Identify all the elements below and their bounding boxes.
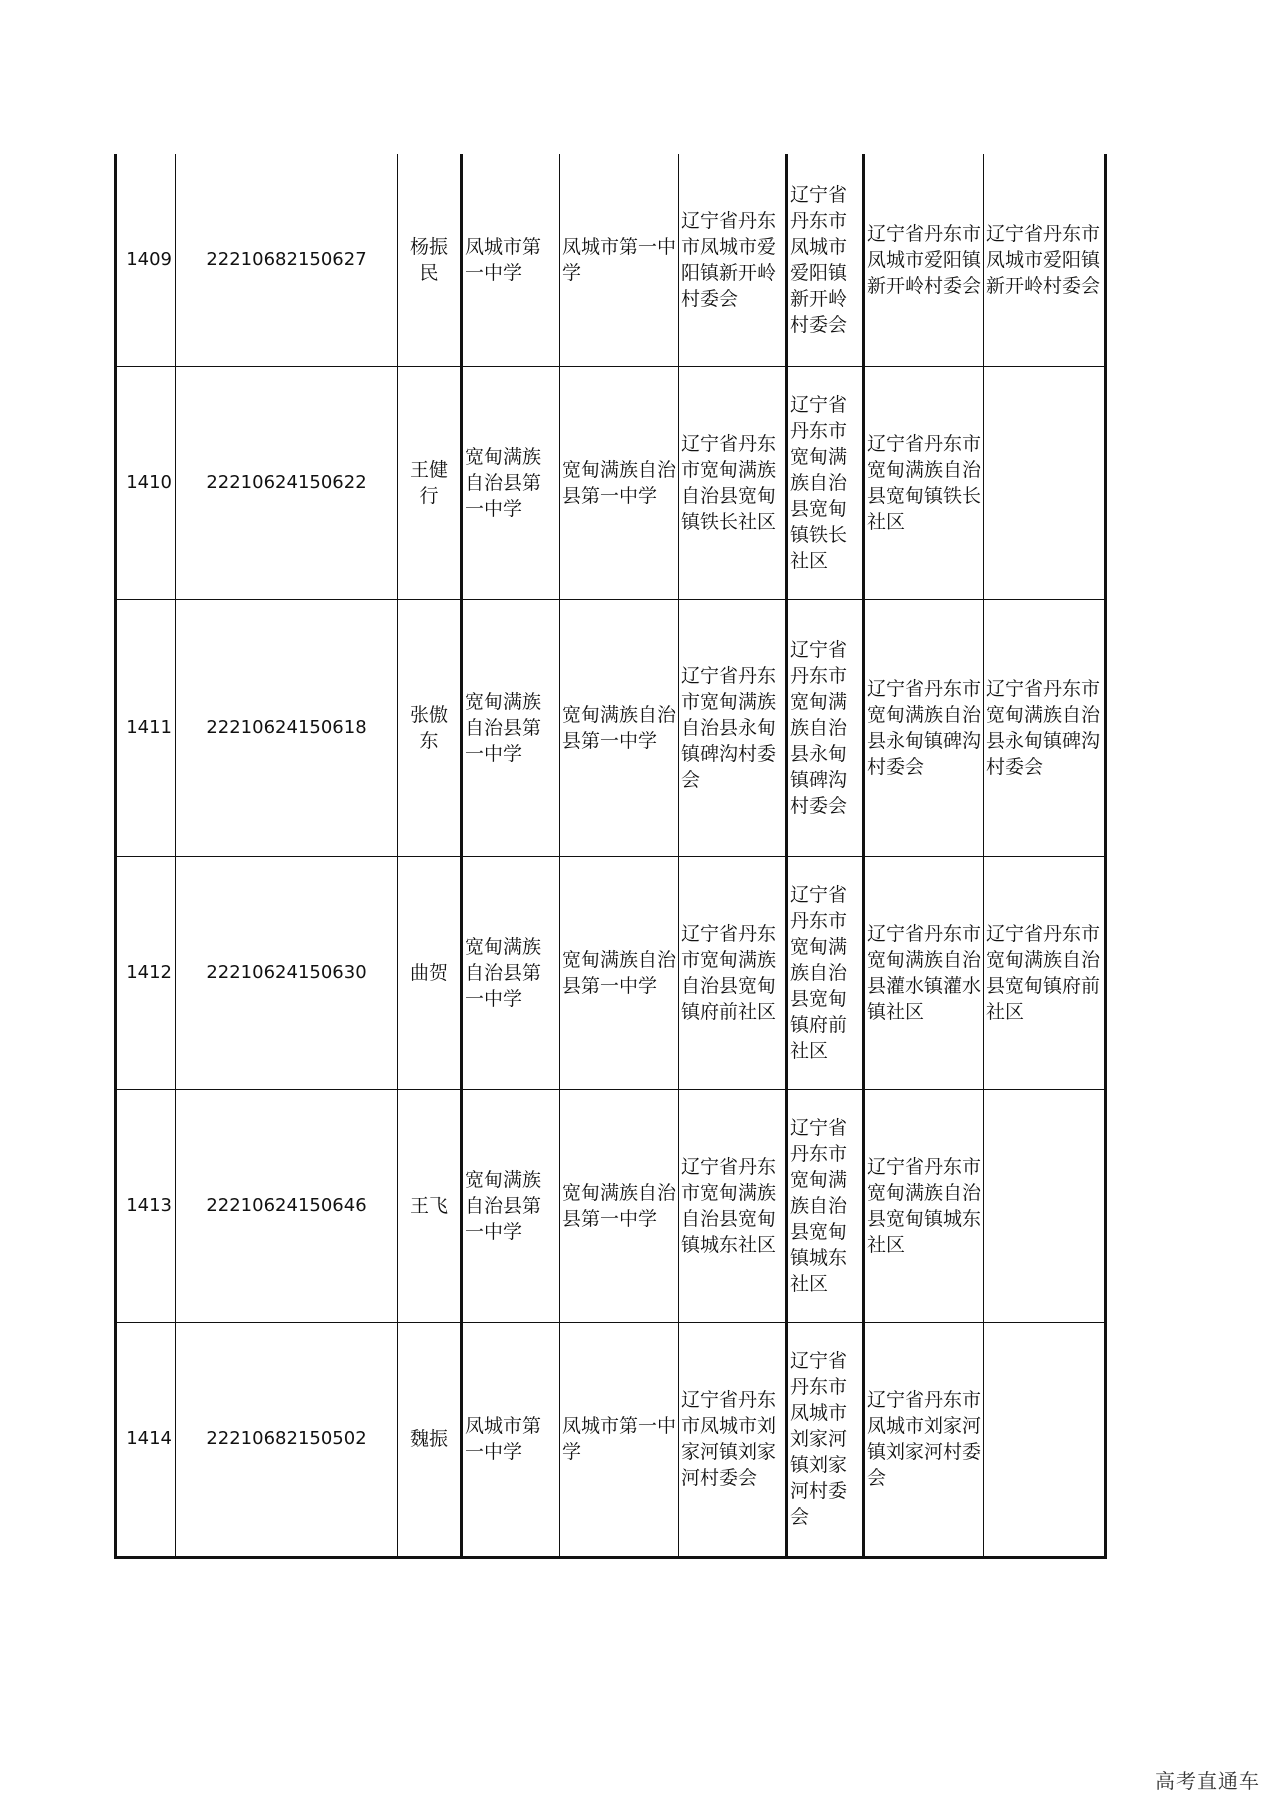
row-number: 1411 bbox=[116, 599, 176, 856]
table-row bbox=[116, 154, 1106, 366]
school-cell: 凤城市第一中学 bbox=[462, 1322, 560, 1557]
address-cell: 辽宁省丹东市凤城市刘家河镇刘家河村委会 bbox=[864, 1322, 984, 1557]
student-name: 王飞 bbox=[398, 1089, 462, 1322]
row-number: 1409 bbox=[116, 154, 176, 366]
table-row bbox=[116, 366, 1106, 599]
address-cell: 辽宁省丹东市凤城市爱阳镇新开岭村委会 bbox=[787, 154, 864, 366]
student-name: 曲贺 bbox=[398, 856, 462, 1089]
row-number: 1413 bbox=[116, 1089, 176, 1322]
row-number: 1414 bbox=[116, 1322, 176, 1557]
address-cell: 辽宁省丹东市宽甸满族自治县灌水镇灌水镇社区 bbox=[864, 856, 984, 1089]
exam-id: 22210624150646 bbox=[176, 1089, 398, 1322]
exam-id: 22210682150627 bbox=[176, 154, 398, 366]
school-cell: 宽甸满族自治县第一中学 bbox=[560, 366, 679, 599]
school-cell: 凤城市第一中学 bbox=[560, 1322, 679, 1557]
school-cell: 凤城市第一中学 bbox=[462, 154, 560, 366]
address-cell: 辽宁省丹东市宽甸满族自治县宽甸镇城东社区 bbox=[679, 1089, 787, 1322]
school-cell: 宽甸满族自治县第一中学 bbox=[560, 599, 679, 856]
address-cell: 辽宁省丹东市宽甸满族自治县宽甸镇铁长社区 bbox=[864, 366, 984, 599]
exam-id: 22210624150630 bbox=[176, 856, 398, 1089]
school-cell: 宽甸满族自治县第一中学 bbox=[462, 599, 560, 856]
address-cell: 辽宁省丹东市宽甸满族自治县宽甸镇府前社区 bbox=[787, 856, 864, 1089]
exam-id: 22210624150618 bbox=[176, 599, 398, 856]
address-cell: 辽宁省丹东市宽甸满族自治县宽甸镇城东社区 bbox=[787, 1089, 864, 1322]
school-cell: 宽甸满族自治县第一中学 bbox=[560, 856, 679, 1089]
school-cell: 宽甸满族自治县第一中学 bbox=[462, 856, 560, 1089]
row-number: 1410 bbox=[116, 366, 176, 599]
address-cell: 辽宁省丹东市凤城市刘家河镇刘家河村委会 bbox=[787, 1322, 864, 1557]
school-cell: 宽甸满族自治县第一中学 bbox=[462, 1089, 560, 1322]
table-row bbox=[116, 599, 1106, 856]
address-cell: 辽宁省丹东市宽甸满族自治县永甸镇碑沟村委会 bbox=[984, 599, 1106, 856]
address-cell: 辽宁省丹东市宽甸满族自治县宽甸镇城东社区 bbox=[864, 1089, 984, 1322]
address-cell: 辽宁省丹东市宽甸满族自治县宽甸镇铁长社区 bbox=[679, 366, 787, 599]
address-cell: 辽宁省丹东市凤城市刘家河镇刘家河村委会 bbox=[679, 1322, 787, 1557]
address-cell: 辽宁省丹东市宽甸满族自治县永甸镇碑沟村委会 bbox=[787, 599, 864, 856]
address-cell: 辽宁省丹东市凤城市爱阳镇新开岭村委会 bbox=[864, 154, 984, 366]
watermark: 高考直通车 bbox=[1155, 1769, 1260, 1793]
address-cell bbox=[984, 366, 1106, 599]
address-cell bbox=[984, 1089, 1106, 1322]
address-cell: 辽宁省丹东市宽甸满族自治县宽甸镇铁长社区 bbox=[787, 366, 864, 599]
table-row bbox=[116, 1089, 1106, 1322]
school-cell: 宽甸满族自治县第一中学 bbox=[560, 1089, 679, 1322]
address-cell: 辽宁省丹东市凤城市爱阳镇新开岭村委会 bbox=[984, 154, 1106, 366]
student-name: 魏振 bbox=[398, 1322, 462, 1557]
address-cell: 辽宁省丹东市凤城市爱阳镇新开岭村委会 bbox=[679, 154, 787, 366]
exam-id: 22210682150502 bbox=[176, 1322, 398, 1557]
school-cell: 凤城市第一中学 bbox=[560, 154, 679, 366]
school-cell: 宽甸满族自治县第一中学 bbox=[462, 366, 560, 599]
address-cell: 辽宁省丹东市宽甸满族自治县永甸镇碑沟村委会 bbox=[864, 599, 984, 856]
student-name: 王健行 bbox=[398, 366, 462, 599]
table-row bbox=[116, 856, 1106, 1089]
address-cell: 辽宁省丹东市宽甸满族自治县永甸镇碑沟村委会 bbox=[679, 599, 787, 856]
table-row bbox=[116, 1322, 1106, 1557]
student-name: 张傲东 bbox=[398, 599, 462, 856]
student-table bbox=[114, 154, 1107, 1559]
address-cell: 辽宁省丹东市宽甸满族自治县宽甸镇府前社区 bbox=[984, 856, 1106, 1089]
address-cell bbox=[984, 1322, 1106, 1557]
row-number: 1412 bbox=[116, 856, 176, 1089]
student-name: 杨振民 bbox=[398, 154, 462, 366]
address-cell: 辽宁省丹东市宽甸满族自治县宽甸镇府前社区 bbox=[679, 856, 787, 1089]
exam-id: 22210624150622 bbox=[176, 366, 398, 599]
